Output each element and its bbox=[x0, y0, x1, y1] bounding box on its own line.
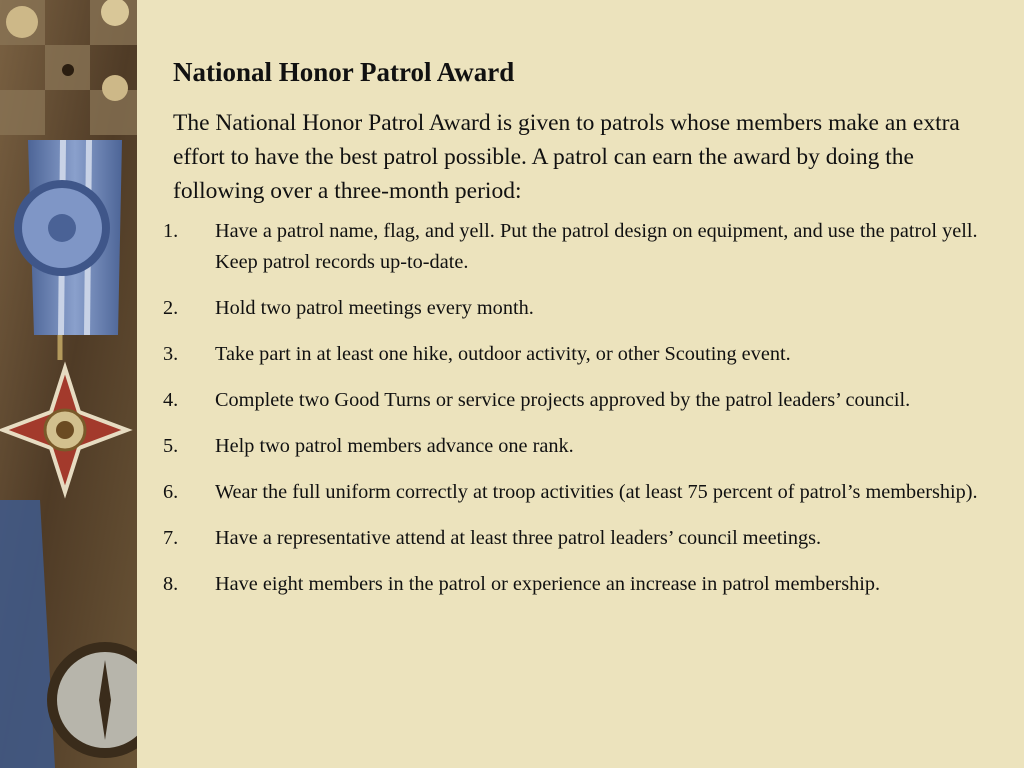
item-text: Have a representative attend at least three patrol leaders’ council meetings. bbox=[215, 526, 822, 549]
item-number: 7. bbox=[163, 526, 179, 549]
item-number: 3. bbox=[163, 342, 179, 365]
item-number: 5. bbox=[163, 434, 179, 457]
intro-paragraph: The National Honor Patrol Award is given to patrols whose members make an extra effort to have the best patrol possible. A patrol can earn the award by doing the following over a three-month period: bbox=[173, 109, 960, 204]
item-number: 6. bbox=[163, 480, 179, 503]
requirements-list bbox=[163, 216, 983, 600]
list-item bbox=[163, 293, 983, 324]
item-text: Complete two Good Turns or service projects approved by the patrol leaders’ council. bbox=[215, 388, 911, 411]
list-item bbox=[163, 216, 983, 278]
list-item bbox=[163, 385, 983, 416]
list-item bbox=[163, 569, 983, 600]
item-text: Wear the full uniform correctly at troop activities (at least 75 percent of patrol’s membership). bbox=[215, 480, 978, 503]
slide-content bbox=[163, 57, 993, 615]
item-text: Have eight members in the patrol or experience an increase in patrol membership. bbox=[215, 572, 881, 595]
item-number: 8. bbox=[163, 572, 179, 595]
item-number: 4. bbox=[163, 388, 179, 411]
decorative-side-image bbox=[0, 0, 137, 768]
list-item bbox=[163, 339, 983, 370]
item-number: 2. bbox=[163, 296, 179, 319]
item-number: 1. bbox=[163, 219, 179, 242]
list-item bbox=[163, 523, 983, 554]
slide-title: National Honor Patrol Award bbox=[173, 57, 515, 87]
list-item bbox=[163, 431, 983, 462]
item-text: Take part in at least one hike, outdoor activity, or other Scouting event. bbox=[215, 342, 791, 365]
item-text: Help two patrol members advance one rank. bbox=[215, 434, 574, 457]
item-text: Hold two patrol meetings every month. bbox=[215, 296, 534, 319]
item-text: Have a patrol name, flag, and yell. Put the patrol design on equipment, and use the patrol yell. Keep patrol records up-to-date. bbox=[215, 219, 978, 273]
medal-collage-illustration bbox=[0, 0, 137, 768]
list-item bbox=[163, 477, 983, 508]
